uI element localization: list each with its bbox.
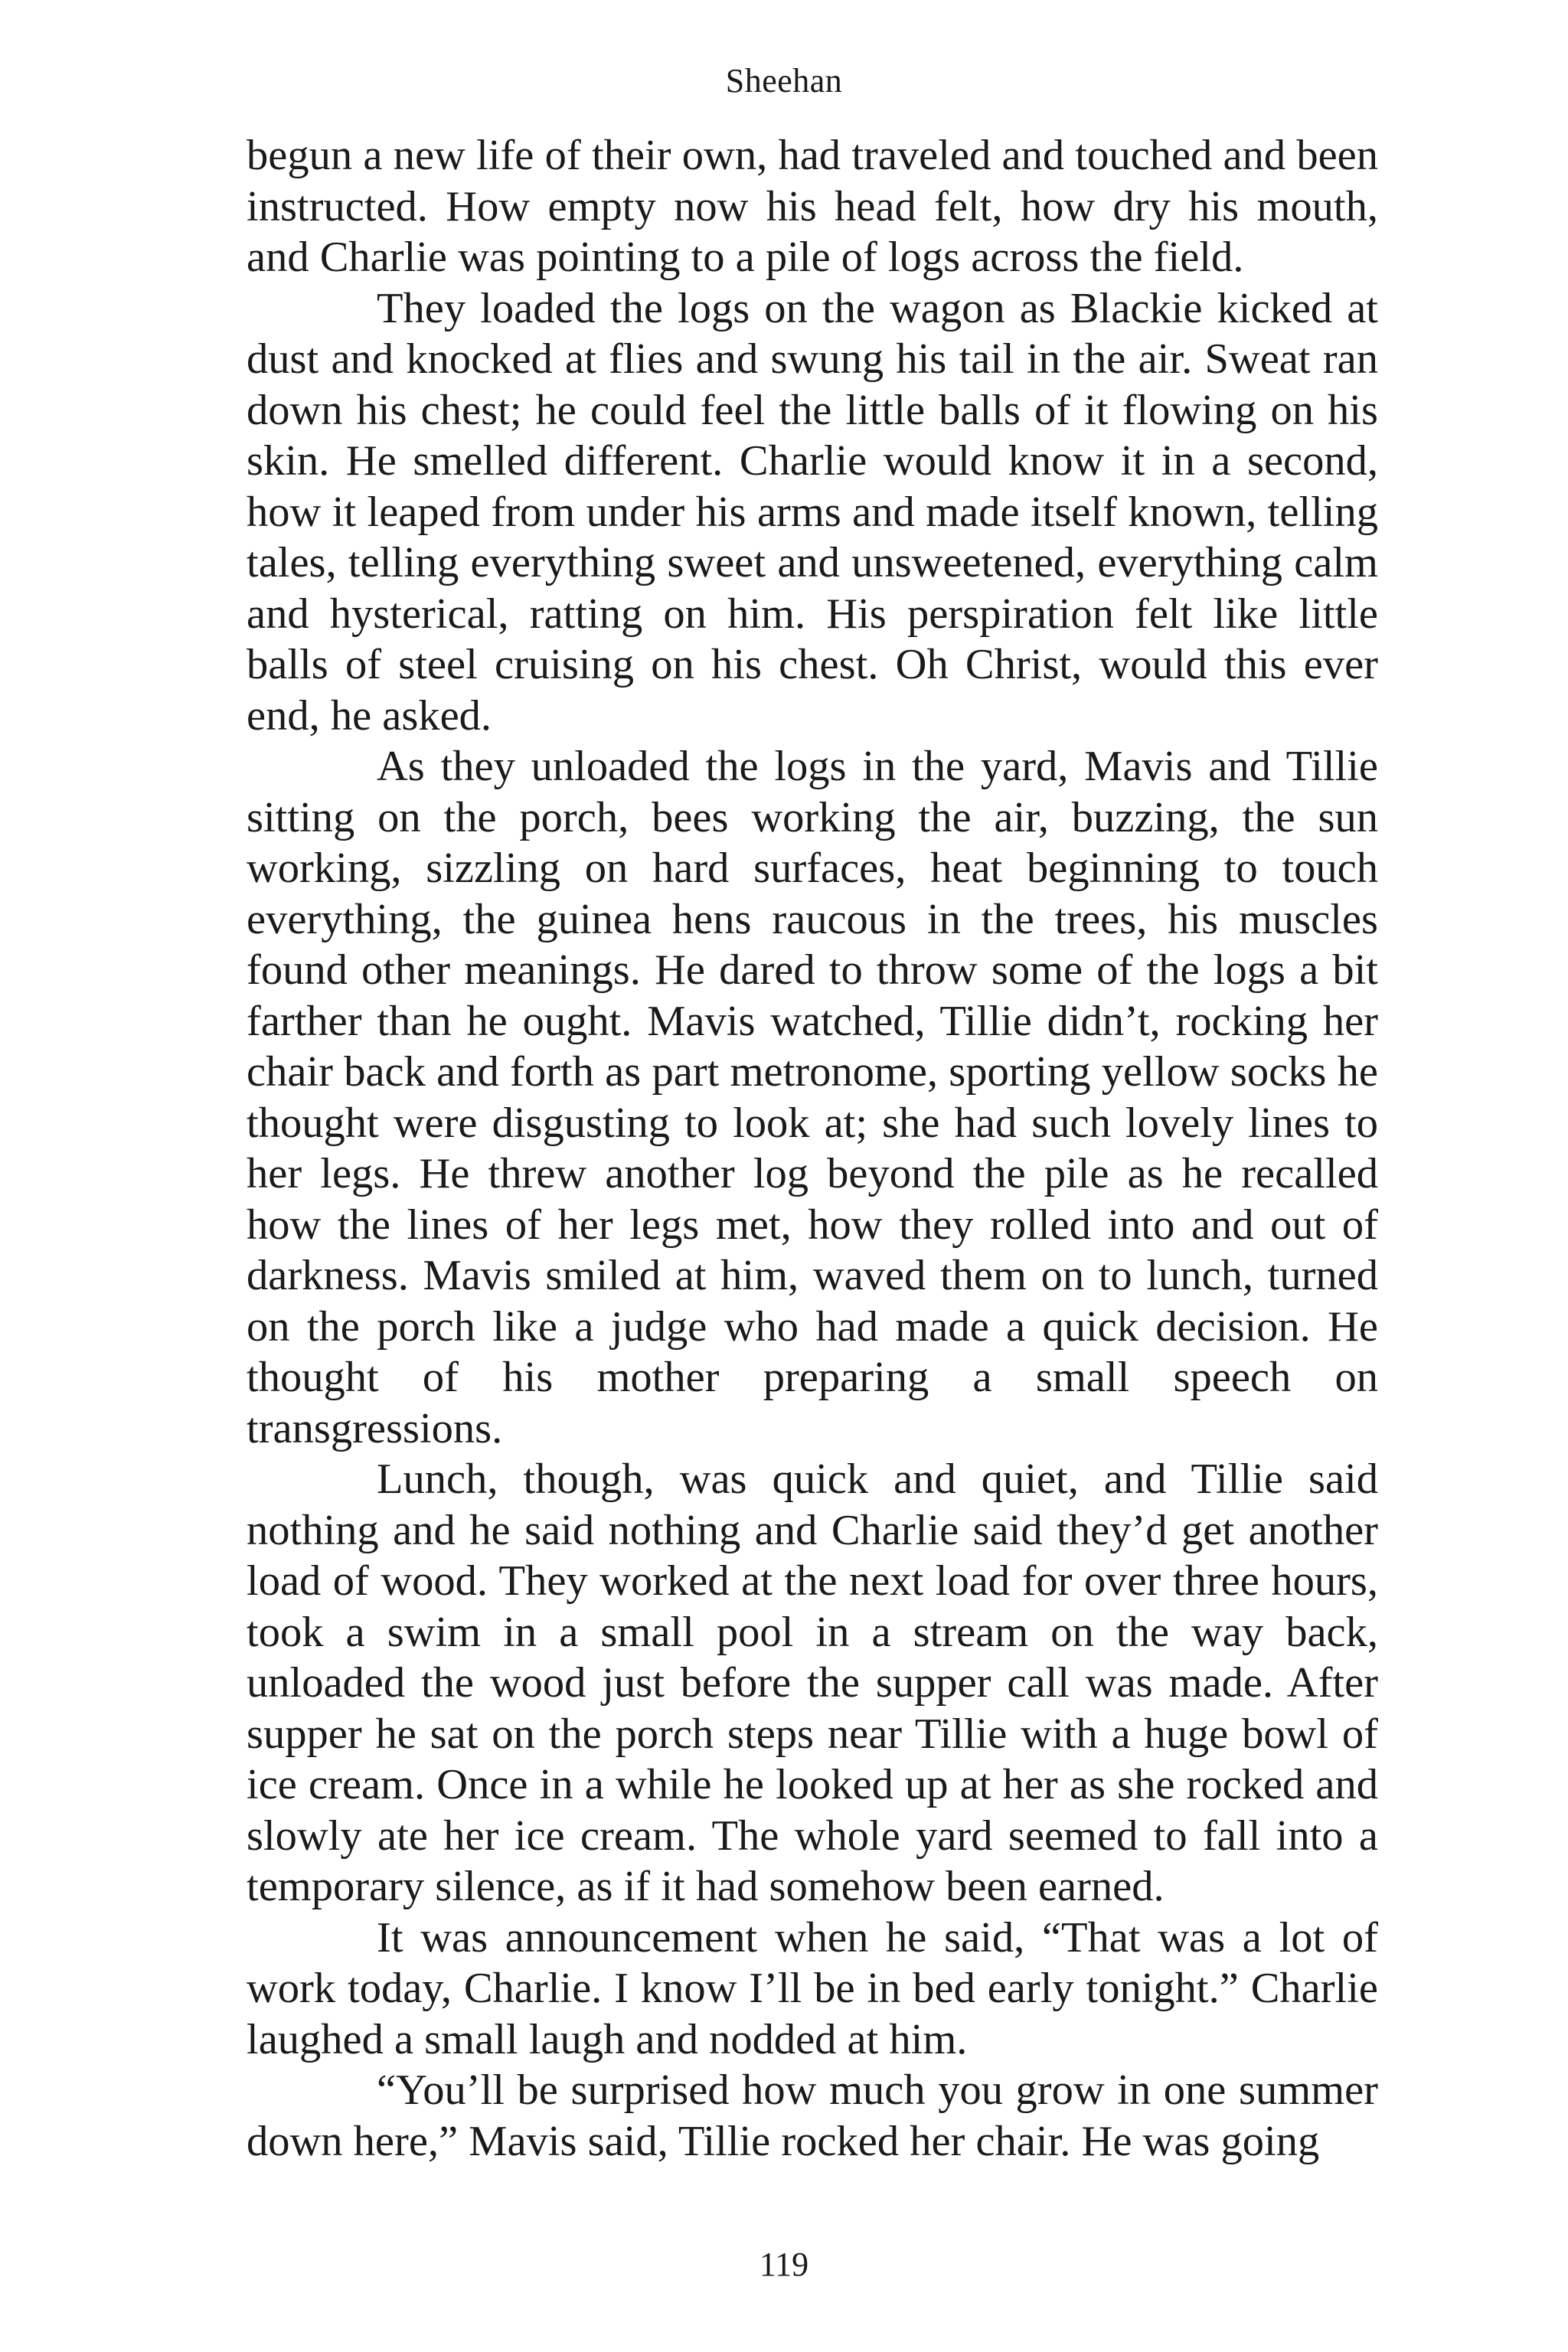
paragraph: begun a new life of their own, had traveled and touched and been instructed. How empty now his head felt, how dry his mouth, and Charlie was pointing to a pile of logs across the field. [247,132,1378,281]
body-text [247,130,1378,2167]
paragraph: It was announcement when he said, “That was a lot of work today, Charlie. I know I’ll be in bed early tonight.” Charlie laughed a small laugh and nodded at him. [247,1913,1378,2063]
paragraph-last-partial: “You’ll be surprised how much you grow in one summer down here,” Mavis said, Tillie rocked her chair. He was going [247,2066,1378,2165]
paragraph: As they unloaded the logs in the yard, Mavis and Tillie sitting on the porch, bees working the air, buzzing, the sun working, sizzling on hard surfaces, heat beginning to touch everything, the guinea hens raucous in the trees, his muscles found other meanings. He dared to throw some of the logs a bit farther than he ought. Mavis watched, Tillie didn’t, rocking her chair back and forth as part metronome, sporting yellow socks he thought were disgusting to look at; she had such lovely lines to her legs. He threw another log beyond the pile as he recalled how the lines of her legs met, how they rolled into and out of darkness. Mavis smiled at him, waved them on to lunch, turned on the porch like a judge who had made a quick decision. He thought of his mother preparing a small speech on transgressions. [247,743,1378,1452]
paragraph: Lunch, though, was quick and quiet, and Tillie said nothing and he said nothing and Charlie said they’d get another load of wood. They worked at the next load for over three hours, took a swim in a small pool in a stream on the way back, unloaded the wood just before the supper call was made. After supper he sat on the porch steps near Tillie with a huge bowl of ice cream. Once in a while he looked up at her as she rocked and slowly ate her ice cream. The whole yard seemed to fall into a temporary silence, as if it had somehow been earned. [247,1455,1378,1910]
paragraph: They loaded the logs on the wagon as Blackie kicked at dust and knocked at flies and swung his tail in the air. Sweat ran down his chest; he could feel the little balls of it flowing on his skin. He smelled different. Charlie would know it in a second, how it leaped from under his arms and made itself known, telling tales, telling everything sweet and unsweetened, everything calm and hysterical, ratting on him. His perspiration felt like little balls of steel cruising on his chest. Oh Christ, would this ever end, he asked. [247,284,1378,740]
page-number: 119 [759,2246,809,2283]
running-head: Sheehan [725,62,843,100]
